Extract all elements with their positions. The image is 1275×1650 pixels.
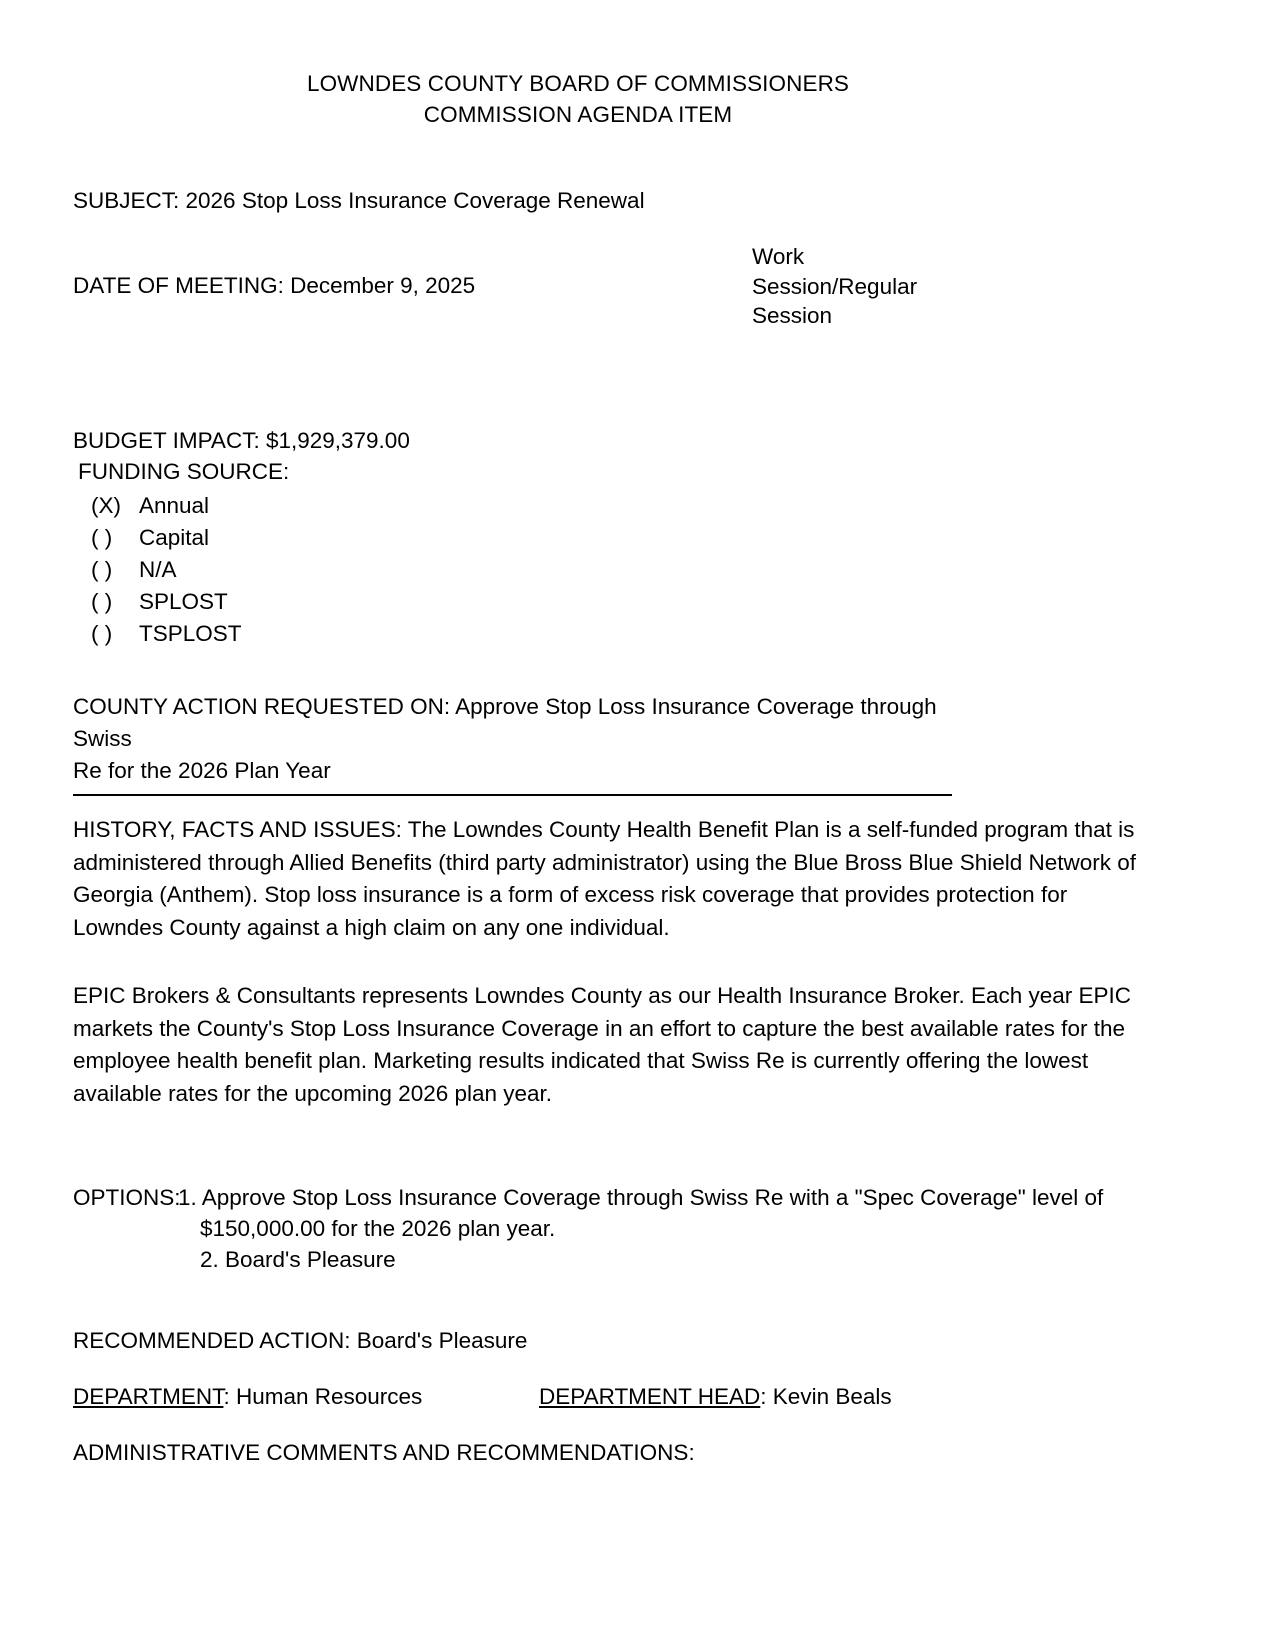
department-head-value: : Kevin Beals: [760, 1384, 892, 1409]
meeting-meta: [73, 217, 1158, 328]
session-type-line-3: Session: [752, 303, 833, 328]
subject-line: SUBJECT: 2026 Stop Loss Insurance Coverage Renewal: [73, 188, 645, 213]
option-item-2: 2. Board's Pleasure: [200, 1247, 396, 1272]
department-head-field: [539, 1381, 892, 1412]
funding-option-tsplost-label: TSPLOST: [139, 621, 242, 646]
section-divider: [73, 794, 952, 796]
header-line-2: COMMISSION AGENDA ITEM: [423, 102, 733, 127]
funding-option-splost[interactable]: [73, 586, 1158, 618]
county-action-line-2: Re for the 2026 Plan Year: [73, 758, 331, 783]
recommended-action-line: RECOMMENDED ACTION: Board's Pleasure: [73, 1328, 528, 1353]
session-type-line-1: Work: [752, 244, 805, 269]
funding-option-capital-label: Capital: [139, 525, 210, 550]
administrative-comments-line: ADMINISTRATIVE COMMENTS AND RECOMMENDATIONS:: [73, 1440, 695, 1465]
funding-option-tsplost-checkbox[interactable]: ( ): [91, 621, 113, 646]
funding-option-splost-label: SPLOST: [139, 589, 228, 614]
funding-source-label: FUNDING SOURCE:: [78, 459, 290, 484]
options-items: [73, 1182, 1158, 1275]
funding-option-na-label: N/A: [139, 557, 177, 582]
budget-impact-line: BUDGET IMPACT: $1,929,379.00: [73, 428, 410, 453]
history-paragraph-1: HISTORY, FACTS AND ISSUES: The Lowndes County Health Benefit Plan is a self-funded program that is administered through Allied Benefits (third party administrator) using the Blue Bross Blue Shield Network of Georgia (Anthem). Stop loss insurance is a form of excess risk coverage that provides protection for Lowndes County against a high claim on any one individual.: [73, 817, 1137, 940]
funding-option-tsplost[interactable]: [73, 618, 1158, 650]
department-label: DEPARTMENT: [73, 1384, 224, 1409]
county-action-block: [73, 691, 973, 787]
date-of-meeting-line: DATE OF MEETING: December 9, 2025: [73, 273, 476, 298]
document-content: [73, 0, 1158, 1468]
history-paragraph-2: EPIC Brokers & Consultants represents Lowndes County as our Health Insurance Broker. Each year EPIC markets the County's Stop Loss Insurance Coverage in an effort to capture the best available rates for the employee health benefit plan. Marketing results indicated that Swiss Re is currently offering the lowest available rates for the upcoming 2026 plan year.: [73, 983, 1132, 1106]
option-item-1-line-2: $150,000.00 for the 2026 plan year.: [200, 1216, 556, 1241]
department-head-label: DEPARTMENT HEAD: [539, 1384, 761, 1409]
funding-option-annual-label: Annual: [139, 493, 210, 518]
option-item-1-line-1: 1. Approve Stop Loss Insurance Coverage through Swiss Re with a "Spec Coverage" level of: [178, 1185, 1104, 1210]
session-type-line-2: Session/Regular: [752, 273, 918, 299]
funding-option-capital-checkbox[interactable]: ( ): [91, 525, 113, 550]
funding-option-annual-checkbox[interactable]: (X): [91, 493, 121, 518]
document-header: [73, 0, 1083, 130]
session-type-block: [752, 242, 1052, 331]
funding-option-splost-checkbox[interactable]: ( ): [91, 589, 113, 614]
department-field: [73, 1381, 422, 1412]
funding-option-annual[interactable]: [73, 490, 1158, 522]
department-row: [73, 1381, 1158, 1412]
funding-option-capital[interactable]: [73, 522, 1158, 554]
funding-option-na-checkbox[interactable]: ( ): [91, 557, 113, 582]
options-block: [73, 1182, 1158, 1275]
funding-option-na[interactable]: [73, 554, 1158, 586]
county-action-line-1: COUNTY ACTION REQUESTED ON: Approve Stop Loss Insurance Coverage through Swiss: [73, 694, 937, 751]
department-value: : Human Resources: [223, 1384, 423, 1409]
funding-source-list: [73, 490, 1158, 650]
options-label: OPTIONS:: [73, 1185, 181, 1210]
header-line-1: LOWNDES COUNTY BOARD OF COMMISSIONERS: [306, 71, 850, 96]
